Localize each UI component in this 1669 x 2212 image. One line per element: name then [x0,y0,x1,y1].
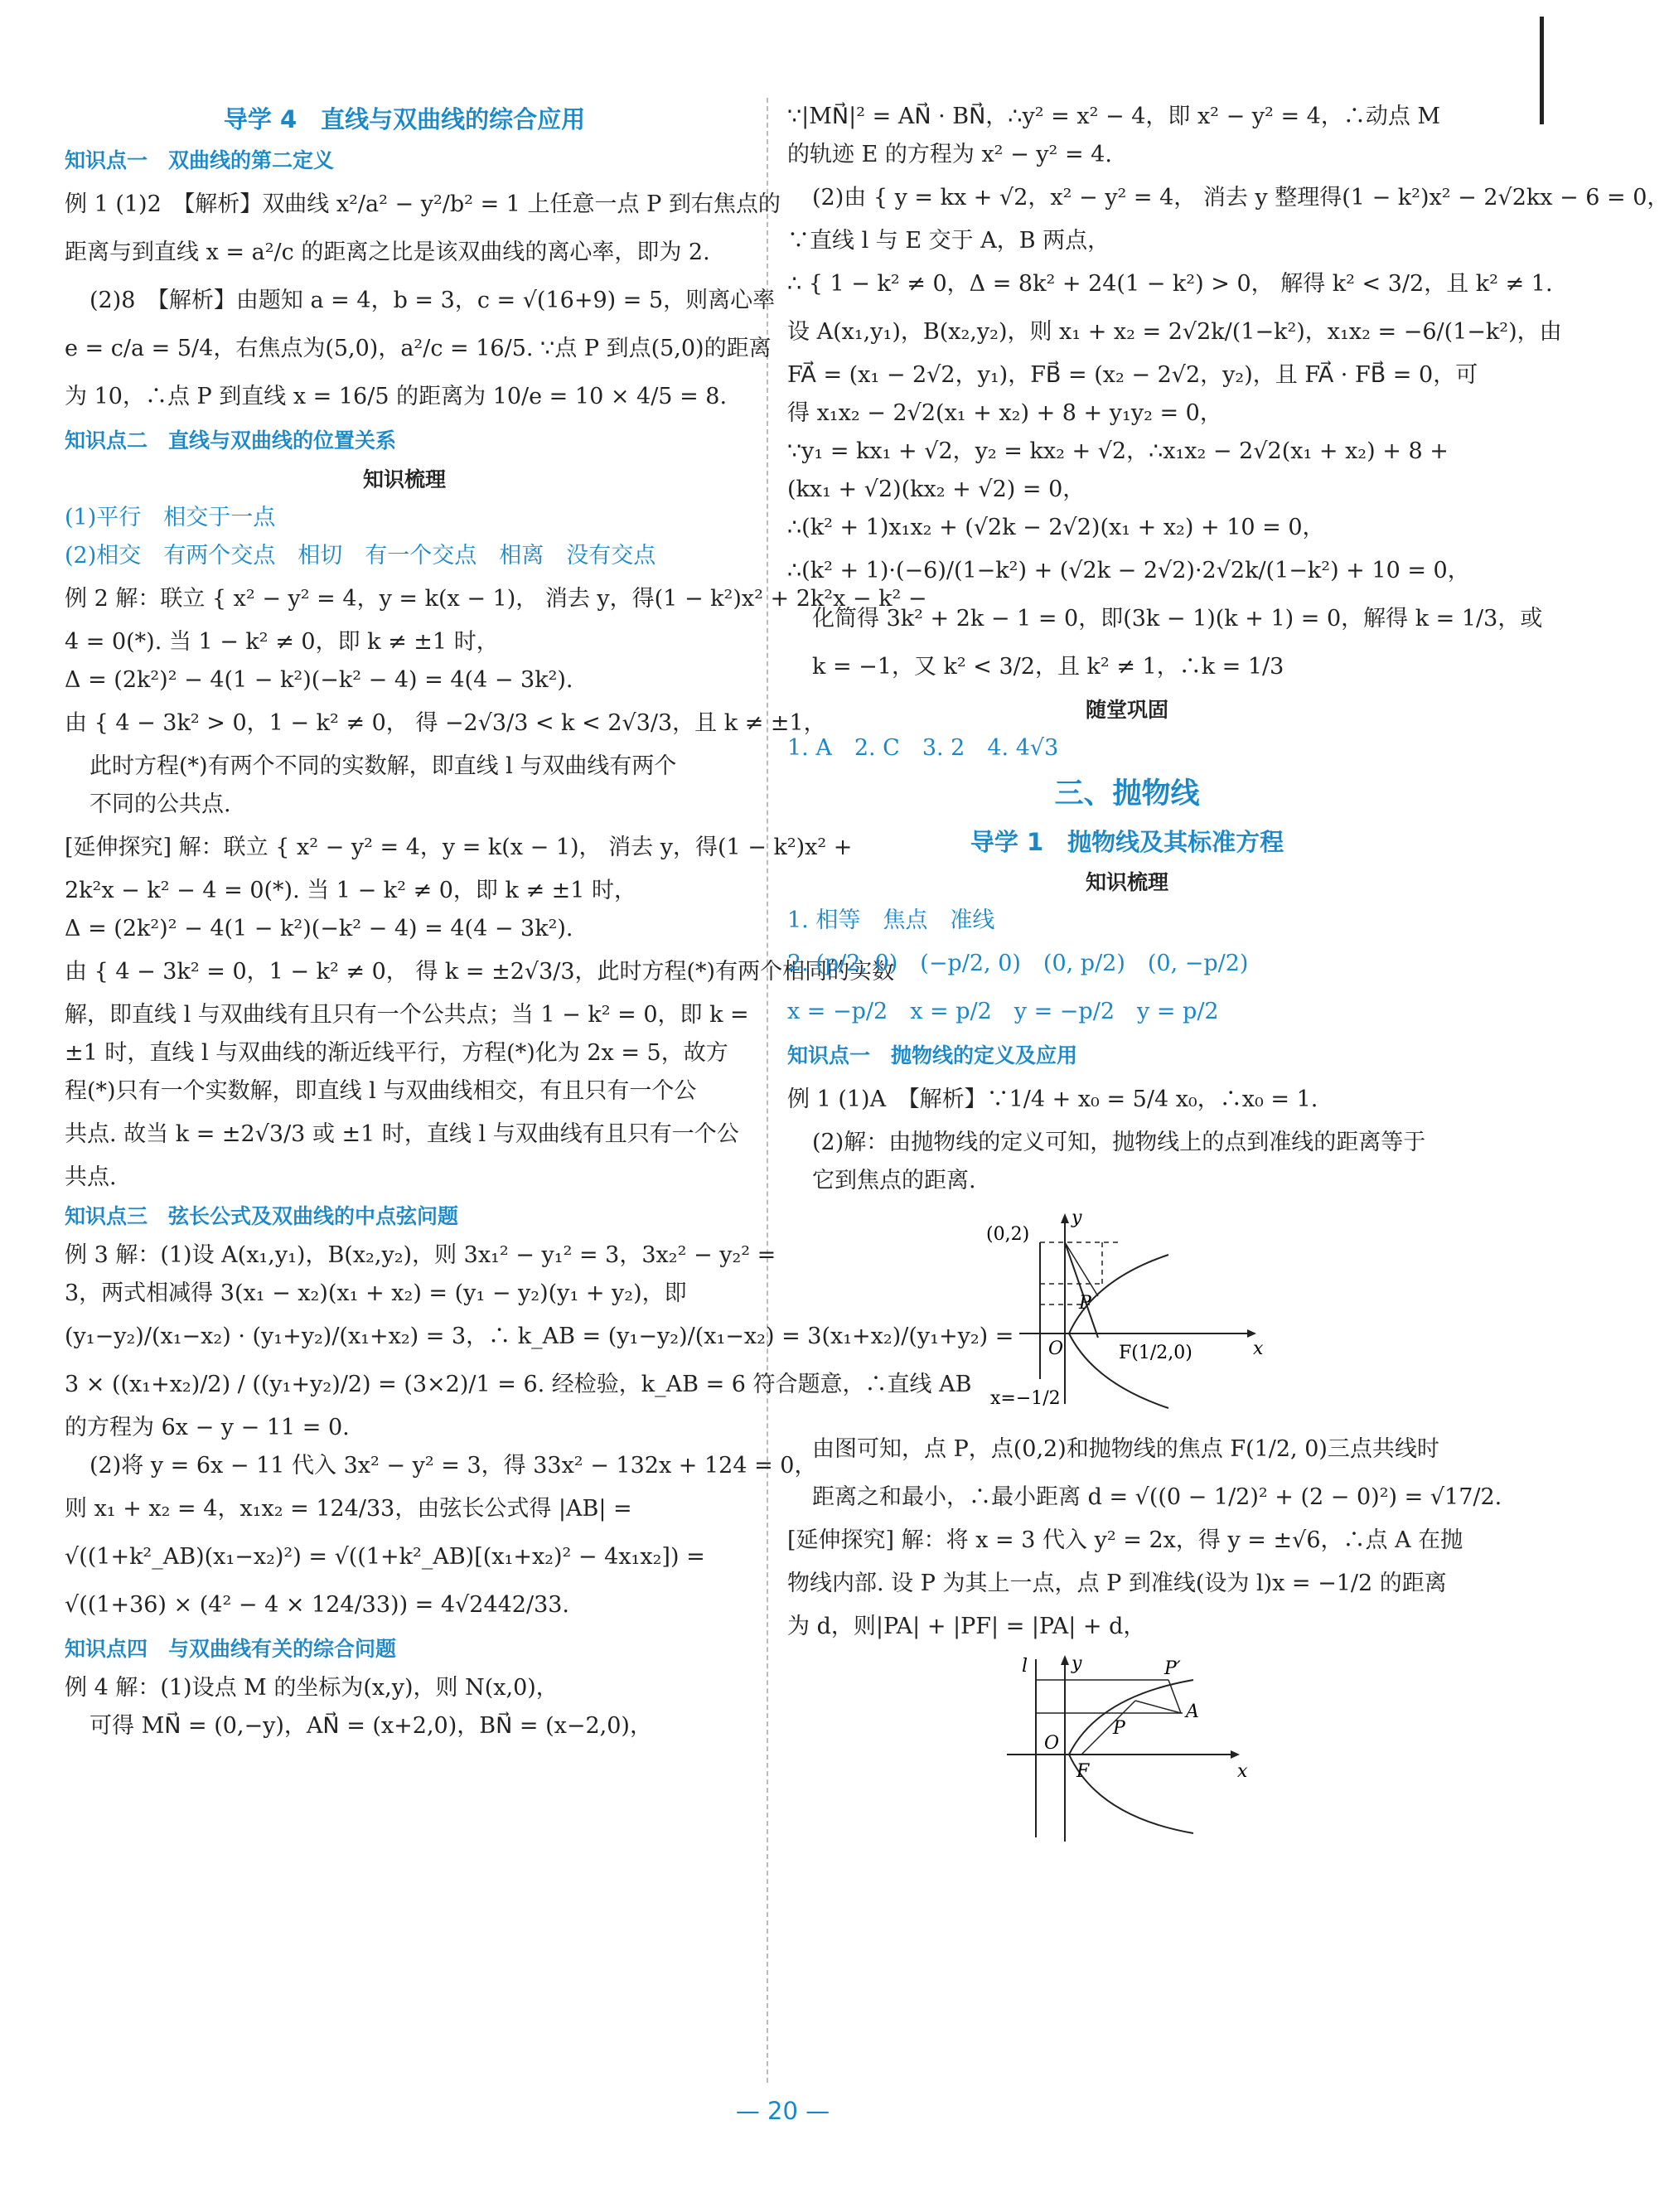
text-line: ∵y₁ = kx₁ + √2，y₂ = kx₂ + √2，∴x₁x₂ − 2√2(x₁ + x₂) + 8 + [787,438,1449,464]
label-p: P [1079,1293,1091,1314]
text-line: (y₁−y₂)/(x₁−x₂) · (y₁+y₂)/(x₁+x₂) = 3，∴ k_AB = (y₁−y₂)/(x₁−x₂) = 3(x₁+x₂)/(y₁+y₂) = [65,1324,1014,1349]
text-line: 得 x₁x₂ − 2√2(x₁ + x₂) + 8 + y₁y₂ = 0， [787,400,1222,426]
text-line: 例 2 解：联立 { x² − y² = 4，y = k(x − 1)， 消去 y，得(1 − k²)x² + 2k²x − k² − [65,586,927,612]
scan-edge-mark [1540,17,1544,124]
text-line: 例 4 解：(1)设点 M 的坐标为(x,y)，则 N(x,0)， [65,1675,559,1701]
left-section-title: 导学 4 直线与双曲线的综合应用 [223,105,586,133]
text-line: 共点. [65,1164,117,1190]
subheading: 随堂巩固 [1085,698,1168,722]
text-line: ∴(k² + 1)·(−6)/(1−k²) + (√2k − 2√2)·2√2k/(1−k²) + 10 = 0， [787,558,1470,583]
right-section-title: 导学 1 抛物线及其标准方程 [970,828,1284,856]
text-line: (kx₁ + √2)(kx₂ + √2) = 0， [787,477,1086,502]
text-line: 的轨迹 E 的方程为 x² − y² = 4. [787,142,1112,167]
text-line: 的方程为 6x − y − 11 = 0. [65,1415,350,1440]
text-line: 1. A 2. C 3. 2 4. 4√3 [787,735,1059,761]
subheading: 知识梳理 [1085,870,1168,894]
text-line: 不同的公共点. [89,791,231,817]
text-line: 物线内部. 设 P 为其上一点，点 P 到准线(设为 l)x = −1/2 的距离 [787,1571,1447,1596]
text-line: e = c/a = 5/4，右焦点为(5,0)，a²/c = 16/5. ∵点 P 到点(5,0)的距离 [65,336,772,361]
label-y: y [1072,1653,1082,1674]
text-line: (2)由 { y = kx + √2，x² − y² = 4， 消去 y 整理得(1 − k²)x² − 2√2kx − 6 = 0， [812,185,1669,211]
knowledge-point-heading: 知识点二 直线与双曲线的位置关系 [65,428,397,453]
text-line: k = −1，又 k² < 3/2，且 k² ≠ 1，∴k = 1/3 [812,654,1284,680]
parabola-curve [1069,1255,1168,1408]
text-line: 由图可知，点 P，点(0,2)和抛物线的焦点 F(1/2, 0)三点共线时 [812,1436,1439,1462]
text-line: 距离与到直线 x = a²/c 的距离之比是该双曲线的离心率，即为 2. [65,240,710,265]
text-line: 由 { 4 − 3k² > 0，1 − k² ≠ 0， 得 −2√3/3 < k < 2√3/3，且 k ≠ ±1， [65,710,826,736]
text-line: 例 1 (1)A 【解析】∵1/4 + x₀ = 5/4 x₀，∴x₀ = 1. [787,1087,1318,1112]
text-line: 3 × ((x₁+x₂)/2) / ((y₁+y₂)/2) = (3×2)/1 = 6. 经检验，k_AB = 6 符合题意，∴直线 AB [65,1372,972,1397]
label-f: F [1076,1761,1090,1782]
label-o: O [1044,1733,1060,1754]
knowledge-point-heading: 知识点一 抛物线的定义及应用 [787,1043,1078,1067]
parabola-curve [1069,1680,1193,1833]
text-line: ∵直线 l 与 E 交于 A，B 两点， [787,228,1110,254]
text-line: Δ = (2k²)² − 4(1 − k²)(−k² − 4) = 4(4 − 3k²). [65,916,573,941]
text-line: 则 x₁ + x₂ = 4，x₁x₂ = 124/33，由弦长公式得 |AB| = [65,1496,632,1522]
line-pprime-to-a [1168,1680,1181,1713]
label-l: l [1022,1656,1028,1677]
text-line: 2. (p/2, 0) (−p/2, 0) (0, p/2) (0, −p/2) [787,951,1249,976]
text-line: 2k²x − k² − 4 = 0(*). 当 1 − k² ≠ 0，即 k ≠ ±1 时， [65,878,637,903]
text-line: (2)相交 有两个交点 相切 有一个交点 相离 没有交点 [65,543,656,569]
text-line: 此时方程(*)有两个不同的实数解，即直线 l 与双曲线有两个 [89,753,677,779]
text-line: 由 { 4 − 3k² = 0，1 − k² ≠ 0， 得 k = ±2√3/3，此时方程(*)有两个相同的实数 [65,959,895,985]
text-line: 化简得 3k² + 2k − 1 = 0，即(3k − 1)(k + 1) = 0，解得 k = 1/3，或 [812,606,1543,632]
label-p: P [1113,1718,1125,1739]
label-p-prime: P′ [1164,1658,1181,1679]
x-axis-arrow [1247,1329,1256,1338]
text-line: 例 3 解：(1)设 A(x₁,y₁)，B(x₂,y₂)，则 3x₁² − y₁² = 3，3x₂² − y₂² = [65,1242,776,1268]
text-line: 共点. 故当 k = ±2√3/3 或 ±1 时，直线 l 与双曲线有且只有一个公 [65,1121,739,1147]
label-directrix: x=−1/2 [990,1388,1061,1409]
y-axis-arrow [1061,1213,1069,1223]
text-line: 4 = 0(*). 当 1 − k² ≠ 0，即 k ≠ ±1 时， [65,629,499,655]
text-line: 3，两式相减得 3(x₁ − x₂)(x₁ + x₂) = (y₁ − y₂)(y₁ + y₂)，即 [65,1280,687,1306]
text-line: [延伸探究] 解：将 x = 3 代入 y² = 2x，得 y = ±√6，∴点 A 在抛 [787,1527,1463,1553]
label-x: x [1237,1761,1248,1782]
column-divider [767,98,768,2083]
label-point-0-2: (0,2) [986,1224,1030,1245]
line-point-to-focus [1065,1242,1098,1338]
text-line: x = −p/2 x = p/2 y = −p/2 y = p/2 [787,999,1219,1024]
knowledge-point-heading: 知识点四 与双曲线有关的综合问题 [65,1637,397,1661]
knowledge-point-heading: 知识点三 弦长公式及双曲线的中点弦问题 [65,1204,459,1228]
label-x: x [1253,1338,1264,1359]
knowledge-point-heading: 知识点一 双曲线的第二定义 [65,148,335,172]
parabola-figure-1 [986,1205,1268,1421]
x-axis-arrow [1231,1750,1240,1759]
text-line: Δ = (2k²)² − 4(1 − k²)(−k² − 4) = 4(4 − 3k²). [65,667,573,693]
text-line: √((1+36) × (4² − 4 × 124/33)) = 4√2442/33. [65,1592,570,1618]
text-line: 可得 MN⃗ = (0,−y)，AN⃗ = (x+2,0)，BN⃗ = (x−2,0)， [89,1713,652,1739]
text-line: 1. 相等 焦点 准线 [787,908,995,933]
y-axis-arrow [1061,1655,1069,1665]
parabola-figure-2 [990,1651,1264,1850]
line-f-to-p [1081,1701,1135,1755]
text-line: 为 d，则|PA| + |PF| = |PA| + d， [787,1614,1146,1639]
chapter-title: 三、抛物线 [1054,777,1200,811]
text-line: ∴(k² + 1)x₁x₂ + (√2k − 2√2)(x₁ + x₂) + 10 = 0， [787,515,1325,540]
right-body-c [787,1425,1502,1646]
text-line: ±1 时，直线 l 与双曲线的渐近线平行，方程(*)化为 2x = 5，故方 [65,1040,728,1066]
text-line: 解，即直线 l 与双曲线有且只有一个公共点；当 1 − k² = 0，即 k = [65,1002,749,1028]
text-line: ∴ { 1 − k² ≠ 0，Δ = 8k² + 24(1 − k²) > 0， 解得 k² < 3/2，且 k² ≠ 1. [787,271,1553,297]
page-number: — 20 — [735,2097,830,2125]
subheading: 知识梳理 [362,467,446,491]
text-line: √((1+k²_AB)(x₁−x₂)²) = √((1+k²_AB)[(x₁+x₂)² − 4x₁x₂]) = [65,1544,705,1570]
text-line: (1)平行 相交于一点 [65,505,276,530]
text-line: (2)将 y = 6x − 11 代入 3x² − y² = 3，得 33x² − 132x + 124 = 0， [89,1453,817,1479]
label-o: O [1048,1338,1064,1359]
text-line: 距离之和最小，∴最小距离 d = √((0 − 1/2)² + (2 − 0)²) = √17/2. [812,1484,1502,1510]
text-line: 设 A(x₁,y₁)，B(x₂,y₂)，则 x₁ + x₂ = 2√2k/(1−k²)，x₁x₂ = −6/(1−k²)，由 [787,319,1562,345]
line-p-to-a [1135,1701,1181,1713]
right-column [787,98,1669,1855]
right-body-a [787,98,1669,767]
label-a: A [1186,1701,1199,1722]
text-line: (2)解：由抛物线的定义可知，抛物线上的点到准线的距离等于 [812,1130,1426,1155]
text-line: ∵|MN⃗|² = AN⃗ · BN⃗，∴y² = x² − 4，即 x² − y² = 4，∴动点 M [787,104,1441,129]
label-y: y [1072,1208,1082,1228]
right-body-b [787,864,1467,1200]
text-line: 例 1 (1)2 【解析】双曲线 x²/a² − y²/b² = 1 上任意一点 P 到右焦点的 [65,191,781,217]
label-f: F(1/2,0) [1119,1343,1192,1363]
text-line: (2)8 【解析】由题知 a = 4，b = 3，c = √(16+9) = 5，则离心率 [89,288,776,313]
text-line: 它到焦点的距离. [812,1168,976,1193]
text-line: FA⃗ = (x₁ − 2√2，y₁)，FB⃗ = (x₂ − 2√2，y₂)，且 FA⃗ · FB⃗ = 0，可 [787,362,1478,388]
text-line: 为 10，∴点 P 到直线 x = 16/5 的距离为 10/e = 10 × 4/5 = 8. [65,384,728,409]
text-line: 程(*)只有一个实数解，即直线 l 与双曲线相交，有且只有一个公 [65,1078,697,1104]
text-line: [延伸探究] 解：联立 { x² − y² = 4，y = k(x − 1)， 消去 y，得(1 − k²)x² + [65,835,853,860]
